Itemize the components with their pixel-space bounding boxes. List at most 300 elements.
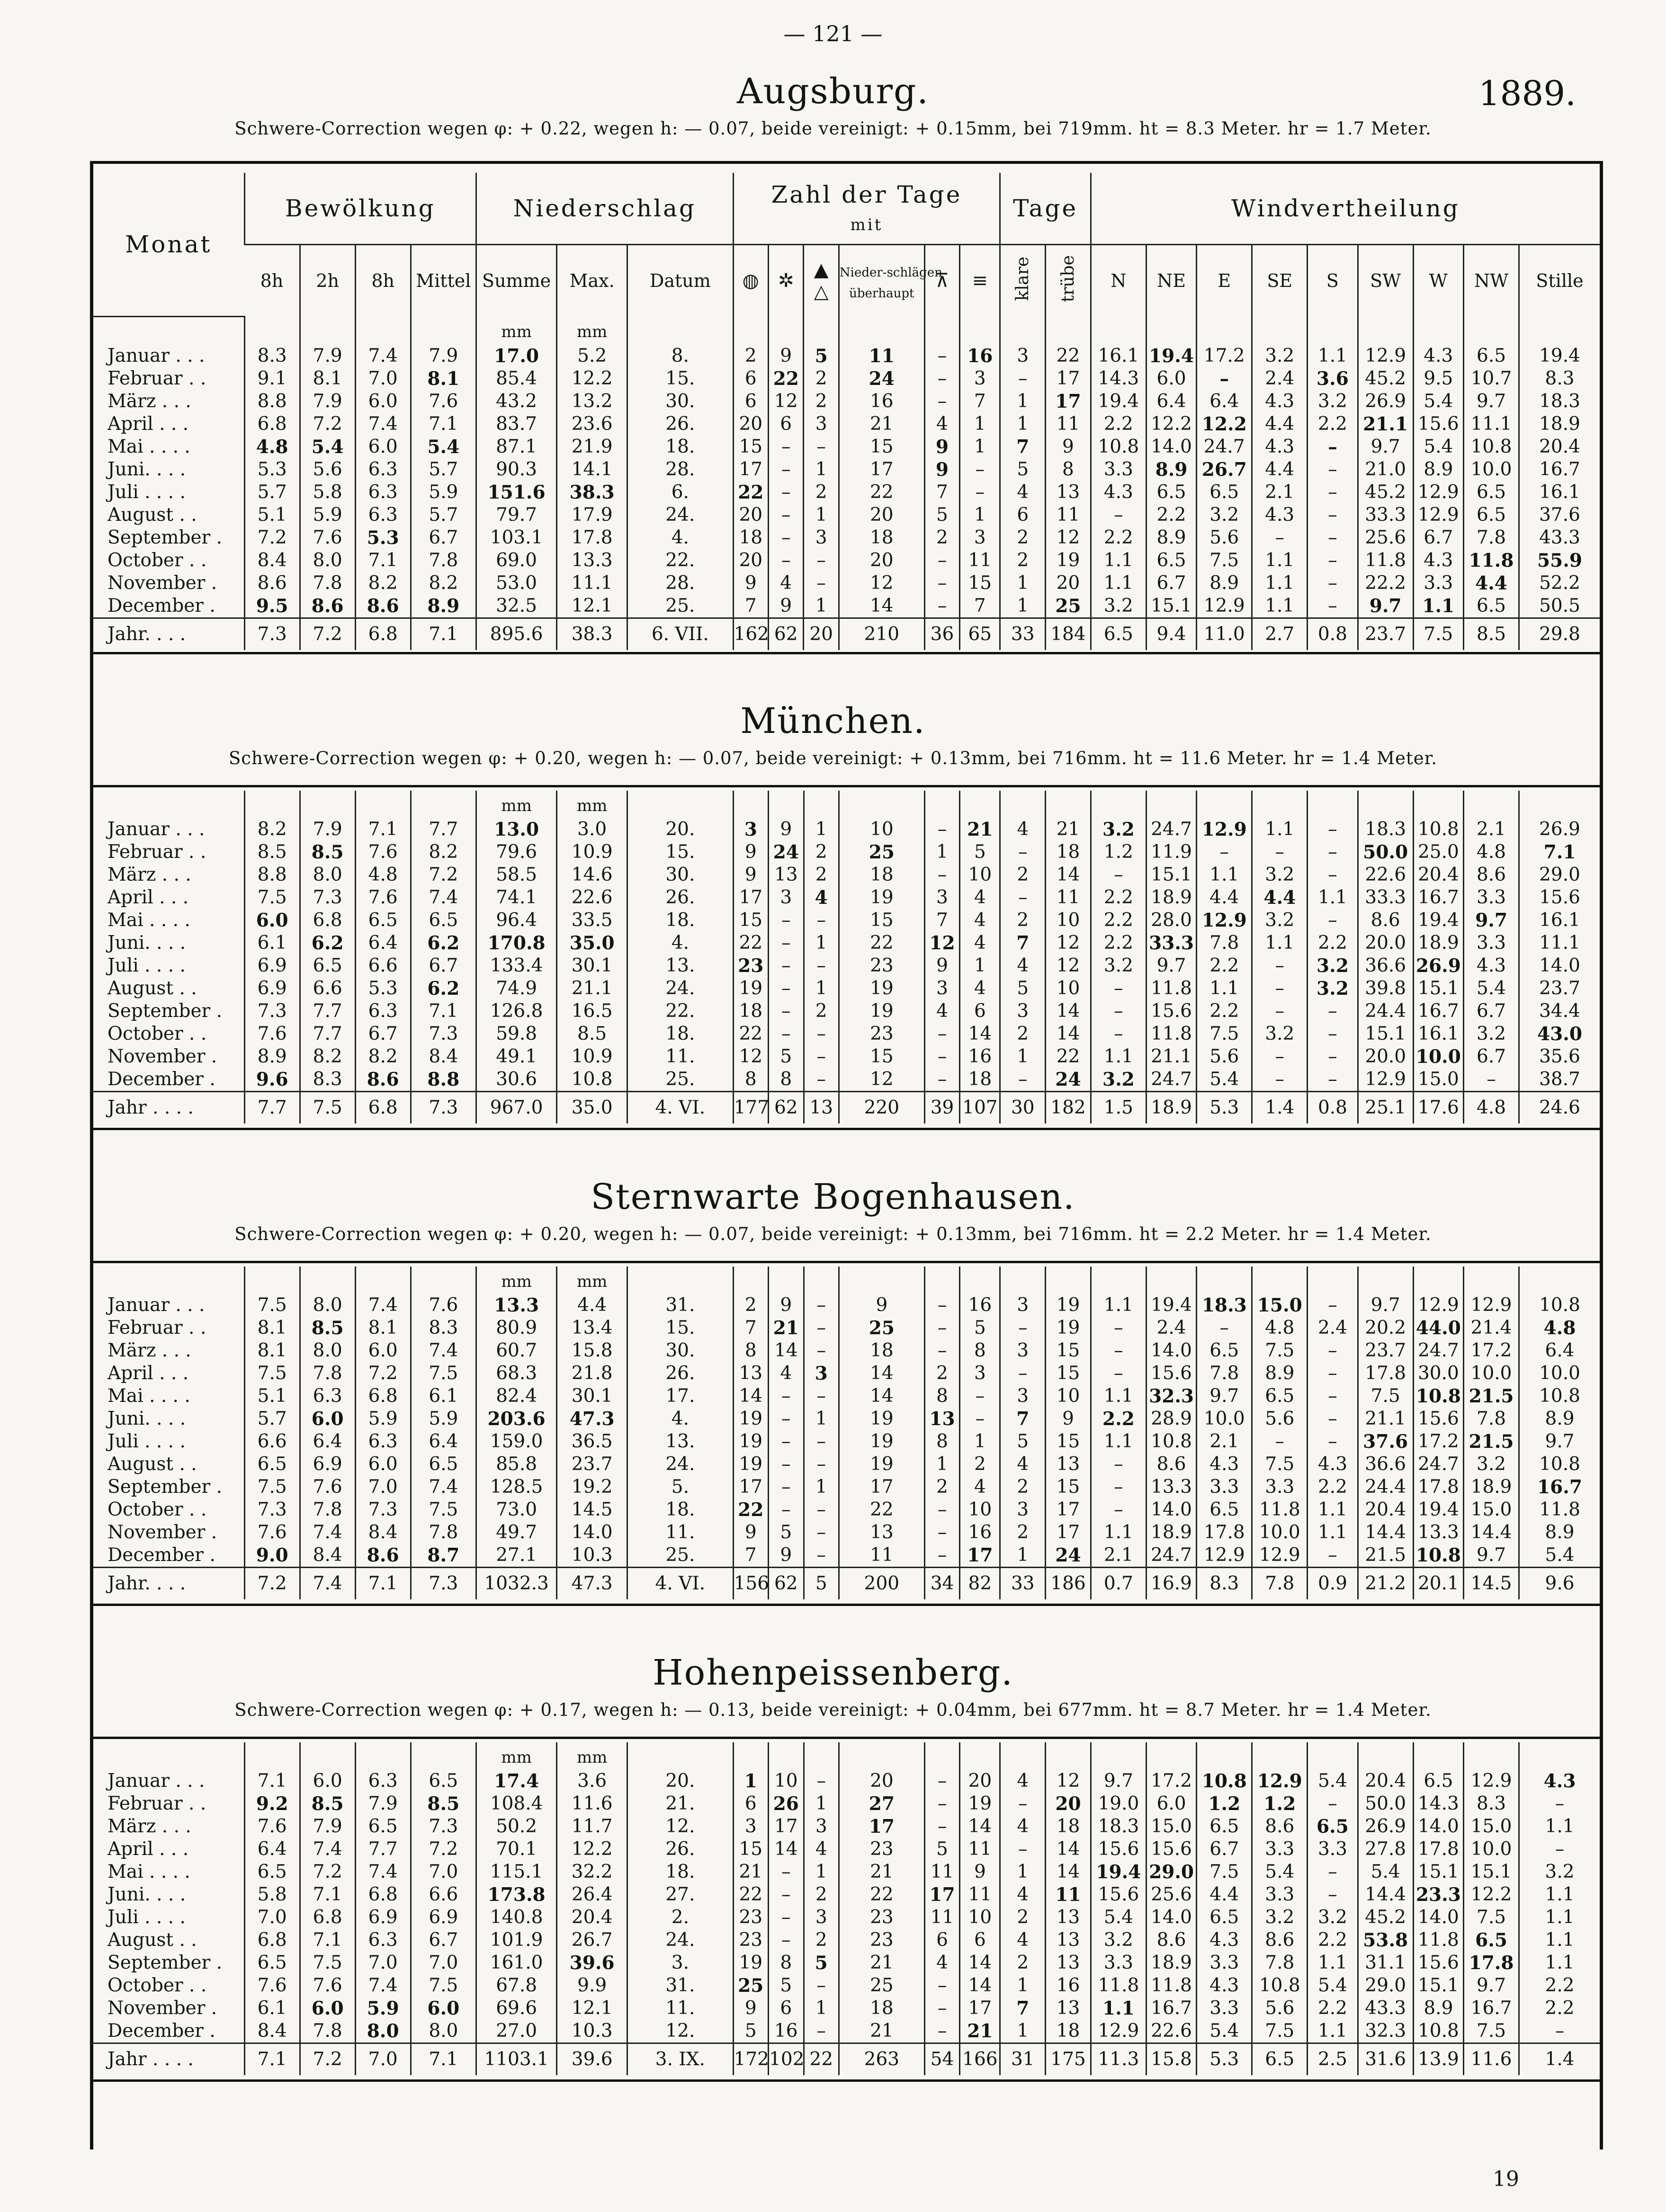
- data-cell: 15: [733, 909, 768, 932]
- data-cell: 18.9: [1413, 932, 1463, 954]
- data-cell: 10: [839, 818, 924, 841]
- data-cell: 60.7: [476, 1339, 557, 1362]
- footer-number: 19: [1493, 2167, 1519, 2191]
- header-niederschlag: Niederschlag: [476, 173, 733, 245]
- unit-cell: [355, 316, 411, 345]
- table-row: [93, 1453, 1600, 1476]
- data-cell: 9.5: [244, 595, 300, 618]
- data-cell: –: [924, 1815, 959, 1838]
- data-cell: 1: [1000, 1974, 1046, 1997]
- data-cell: 6.8: [355, 618, 411, 650]
- table-row: [93, 954, 1600, 977]
- data-cell: 2: [804, 864, 839, 886]
- data-cell: 8.2: [355, 572, 411, 595]
- data-cell: 8.6: [355, 1068, 411, 1092]
- data-cell: 15.1: [1413, 977, 1463, 1000]
- data-cell: 173.8: [476, 1883, 557, 1906]
- month-label: Mai . . . .: [107, 1861, 190, 1882]
- data-cell: –: [768, 504, 803, 526]
- data-cell: 11.8: [1091, 1974, 1146, 1997]
- data-cell: 3.3: [1197, 1997, 1252, 2020]
- data-cell: –: [804, 1453, 839, 1476]
- data-cell: 4: [1000, 1770, 1046, 1793]
- unit-cell: [1252, 1267, 1308, 1294]
- data-cell: 13: [839, 1521, 924, 1544]
- unit-cell: [1146, 316, 1196, 345]
- data-cell: 35.0: [557, 932, 627, 954]
- data-cell: 18.: [627, 436, 733, 458]
- station-title: München.: [740, 701, 926, 741]
- data-cell: 25: [733, 1974, 768, 1997]
- data-cell: 6.8: [300, 909, 355, 932]
- data-cell: 12.: [627, 1815, 733, 1838]
- data-cell: 10.8: [1413, 818, 1463, 841]
- data-cell: 7.7: [300, 1023, 355, 1045]
- data-cell: 22.6: [1358, 864, 1413, 886]
- data-cell: 17.2: [1464, 1339, 1519, 1362]
- data-cell: 159.0: [476, 1430, 557, 1453]
- data-cell: 1.2: [1197, 1793, 1252, 1815]
- data-cell: 12: [839, 572, 924, 595]
- data-cell: 15.6: [1146, 1838, 1196, 1861]
- data-cell: 4: [924, 1952, 959, 1974]
- data-cell: 2.5: [1308, 2043, 1358, 2076]
- data-cell: 6.5: [1308, 1815, 1358, 1838]
- data-cell: 9: [1046, 436, 1091, 458]
- table-row: [93, 1430, 1600, 1453]
- station-table: [93, 173, 1600, 650]
- month-label: April . . .: [107, 1838, 189, 1860]
- data-cell: 4.3: [1519, 1770, 1600, 1793]
- data-cell: 4.8: [1252, 1317, 1308, 1339]
- data-cell: 6.0: [1146, 367, 1196, 390]
- data-cell: 7.4: [355, 1294, 411, 1317]
- data-cell: 2.2: [1091, 909, 1146, 932]
- data-cell: 15.6: [1413, 1408, 1463, 1430]
- month-label: Juli . . . .: [107, 955, 186, 976]
- data-cell: 967.0: [476, 1092, 557, 1124]
- section-rule: [93, 2079, 1600, 2082]
- data-cell: 14.3: [1091, 367, 1146, 390]
- data-cell: 8.5: [300, 1317, 355, 1339]
- data-cell: 4: [960, 1476, 1000, 1498]
- data-cell: 26.9: [1358, 390, 1413, 413]
- data-cell: 4.3: [1464, 954, 1519, 977]
- data-cell: 9.6: [244, 1068, 300, 1092]
- unit-cell: [1358, 316, 1413, 345]
- data-cell: 15.1: [1413, 1861, 1463, 1883]
- data-cell: 1.1: [1091, 1997, 1146, 2020]
- data-cell: 2: [804, 1929, 839, 1952]
- data-cell: 11: [1046, 413, 1091, 436]
- data-cell: 47.3: [557, 1408, 627, 1430]
- unit-cell: [768, 316, 803, 345]
- data-cell: 24.: [627, 504, 733, 526]
- data-cell: 17: [1046, 367, 1091, 390]
- data-cell: 19: [733, 1430, 768, 1453]
- data-cell: 20: [733, 549, 768, 572]
- data-cell: 7: [733, 595, 768, 618]
- unit-cell: mm: [476, 1267, 557, 1294]
- data-cell: 6.7: [411, 1929, 476, 1952]
- data-cell: 30.1: [557, 954, 627, 977]
- data-cell: 16.5: [557, 1000, 627, 1023]
- data-cell: 31: [1000, 2043, 1046, 2076]
- data-cell: 3.2: [1091, 1068, 1146, 1092]
- data-cell: 22.: [627, 1000, 733, 1023]
- data-cell: –: [769, 909, 804, 932]
- data-cell: 29.0: [1519, 864, 1600, 886]
- data-cell: 13.3: [1413, 1521, 1463, 1544]
- data-cell: 21: [1046, 818, 1091, 841]
- snow-icon: ✲: [768, 245, 803, 317]
- data-cell: 7.5: [244, 1476, 300, 1498]
- data-cell: 32.5: [476, 595, 556, 618]
- data-cell: –: [1519, 2020, 1600, 2043]
- data-cell: 16.1: [1091, 345, 1146, 367]
- data-cell: 1: [1000, 595, 1046, 618]
- month-label: November .: [107, 1522, 217, 1543]
- data-cell: –: [1308, 1045, 1358, 1068]
- data-cell: 3.3: [1413, 572, 1463, 595]
- unit-cell: [1252, 316, 1308, 345]
- correction-line: Schwere-Correction wegen φ: + 0.17, wegen h: — 0.13, beide vereinigt: + 0.04mm, bei 677mm. ht = 8.7 Meter. hr = 1.4 Meter.: [234, 1700, 1432, 1720]
- month-label: August . .: [107, 1454, 197, 1475]
- data-cell: 13.3: [476, 1294, 557, 1317]
- data-cell: –: [1091, 1476, 1146, 1498]
- data-cell: –: [1252, 1000, 1308, 1023]
- data-cell: 15.0: [1146, 1815, 1196, 1838]
- data-cell: 5.3: [244, 458, 300, 481]
- data-cell: –: [960, 1385, 1000, 1408]
- data-cell: 11.6: [557, 1793, 627, 1815]
- data-cell: 13: [1046, 1453, 1091, 1476]
- data-cell: 10.0: [1252, 1521, 1308, 1544]
- data-cell: 6.5: [355, 909, 411, 932]
- data-cell: 15.6: [1413, 413, 1463, 436]
- data-cell: 7.3: [411, 1092, 476, 1124]
- data-cell: –: [1091, 504, 1146, 526]
- data-cell: 5.4: [411, 436, 476, 458]
- month-label: Februar . .: [107, 841, 206, 863]
- data-cell: 3: [1000, 1294, 1046, 1317]
- data-cell: –: [804, 1974, 839, 1997]
- data-cell: 29.8: [1519, 618, 1600, 650]
- data-cell: 17.8: [1464, 1952, 1519, 1974]
- data-cell: 24.4: [1358, 1476, 1413, 1498]
- data-cell: –: [1308, 458, 1358, 481]
- unit-cell: [1252, 791, 1308, 818]
- unit-cell: [733, 316, 768, 345]
- data-cell: 24.: [627, 977, 733, 1000]
- table-row: [93, 1521, 1600, 1544]
- data-cell: –: [769, 1906, 804, 1929]
- data-cell: 4: [924, 1000, 959, 1023]
- data-cell: 7.2: [411, 1838, 476, 1861]
- data-cell: 3.2: [1308, 1906, 1358, 1929]
- data-cell: 7.6: [244, 1815, 300, 1838]
- month-label: December .: [107, 1069, 215, 1090]
- header-wind-NE: NE: [1146, 245, 1196, 317]
- data-cell: 6: [1000, 504, 1046, 526]
- data-cell: 8.9: [1252, 1362, 1308, 1385]
- data-cell: 15.: [627, 367, 733, 390]
- data-cell: 10: [769, 1770, 804, 1793]
- data-cell: 5: [1000, 977, 1046, 1000]
- data-cell: 23: [839, 1929, 924, 1952]
- data-cell: 17.8: [1197, 1521, 1252, 1544]
- data-cell: 22: [839, 932, 924, 954]
- unit-cell: [93, 1267, 244, 1294]
- station-title: Augsburg.: [737, 71, 929, 112]
- data-cell: 18.3: [1197, 1294, 1252, 1317]
- data-cell: 6.3: [300, 1385, 355, 1408]
- data-cell: 33.3: [1146, 932, 1196, 954]
- data-cell: 37.6: [1358, 1430, 1413, 1453]
- data-cell: –: [1308, 481, 1358, 504]
- data-cell: 7.1: [355, 818, 411, 841]
- data-cell: 4.3: [1413, 345, 1463, 367]
- data-cell: 15.8: [1146, 2043, 1196, 2076]
- table-row: [93, 1544, 1600, 1568]
- data-cell: 5.3: [1197, 1092, 1252, 1124]
- data-cell: 3: [769, 886, 804, 909]
- unit-cell: mm: [557, 1267, 627, 1294]
- data-cell: 128.5: [476, 1476, 557, 1498]
- data-cell: 10.8: [1197, 1770, 1252, 1793]
- data-cell: 7.5: [244, 886, 300, 909]
- data-cell: 6.0: [244, 909, 300, 932]
- data-cell: 103.1: [476, 526, 556, 549]
- data-cell: 7.0: [355, 2043, 411, 2076]
- data-cell: 7.4: [300, 1568, 355, 1600]
- data-cell: 9.7: [1464, 390, 1519, 413]
- data-cell: 17: [924, 1883, 959, 1906]
- month-label: December .: [107, 2020, 215, 2042]
- data-cell: 7.4: [355, 1861, 411, 1883]
- data-cell: 15.6: [1413, 1952, 1463, 1974]
- data-cell: –: [924, 1997, 959, 2020]
- data-cell: 3.2: [1252, 909, 1308, 932]
- data-cell: 6.1: [244, 932, 300, 954]
- data-cell: –: [804, 1068, 839, 1092]
- data-cell: 7.5: [1358, 1385, 1413, 1408]
- data-cell: 8.8: [411, 1068, 476, 1092]
- data-cell: 24.6: [1519, 1092, 1600, 1124]
- year-total-row: [93, 1568, 1600, 1600]
- month-label: December .: [107, 595, 215, 616]
- data-cell: 9.7: [1464, 909, 1519, 932]
- data-cell: 3.: [627, 1952, 733, 1974]
- unit-cell: [924, 316, 959, 345]
- data-cell: 20.4: [1519, 436, 1600, 458]
- data-cell: 7.1: [411, 413, 476, 436]
- month-label: Juni. . . .: [107, 932, 186, 954]
- data-cell: 23: [839, 1906, 924, 1929]
- data-cell: 17.0: [476, 345, 556, 367]
- data-cell: 19.4: [1519, 345, 1600, 367]
- data-cell: 8.6: [1252, 1815, 1308, 1838]
- data-cell: 1.1: [1091, 549, 1146, 572]
- data-cell: 20.0: [1358, 1045, 1413, 1068]
- unit-cell: [769, 1742, 804, 1770]
- data-cell: –: [804, 1317, 839, 1339]
- data-cell: 7.6: [300, 526, 355, 549]
- year-total-row: [93, 2043, 1600, 2076]
- data-cell: 7.8: [300, 2020, 355, 2043]
- data-cell: 11.1: [557, 572, 627, 595]
- data-cell: 8.6: [1252, 1929, 1308, 1952]
- data-cell: 7.8: [411, 549, 476, 572]
- data-cell: 1.1: [1413, 595, 1463, 618]
- unit-cell: [300, 791, 355, 818]
- data-cell: 15: [1046, 1430, 1091, 1453]
- unit-cell: [924, 791, 959, 818]
- data-cell: 1: [804, 1793, 839, 1815]
- data-cell: 19: [839, 1408, 924, 1430]
- data-cell: 4: [1000, 1883, 1046, 1906]
- data-cell: 4.8: [355, 864, 411, 886]
- data-cell: 27.8: [1358, 1838, 1413, 1861]
- data-cell: 12.9: [1197, 595, 1252, 618]
- data-cell: 26.7: [557, 1929, 627, 1952]
- data-cell: 3: [924, 977, 959, 1000]
- data-cell: 7.8: [1464, 1408, 1519, 1430]
- data-cell: 18.9: [1464, 1476, 1519, 1498]
- data-cell: –: [769, 1929, 804, 1952]
- data-cell: 4.4: [1252, 886, 1308, 909]
- month-label: September .: [107, 1000, 222, 1022]
- data-cell: 8: [769, 1952, 804, 1974]
- data-cell: 1.2: [1091, 841, 1146, 864]
- data-cell: 19: [839, 977, 924, 1000]
- data-cell: 26.4: [557, 1883, 627, 1906]
- data-cell: 6.3: [355, 504, 411, 526]
- data-cell: 14.0: [1146, 436, 1196, 458]
- data-cell: 15: [1046, 1339, 1091, 1362]
- data-cell: 6.4: [355, 932, 411, 954]
- data-cell: 24.: [627, 1929, 733, 1952]
- data-cell: 14: [960, 1815, 1000, 1838]
- data-cell: 8.: [627, 345, 733, 367]
- data-cell: 25.6: [1358, 526, 1413, 549]
- unit-cell: mm: [476, 791, 557, 818]
- data-cell: 33.5: [557, 909, 627, 932]
- unit-cell: [1519, 1742, 1600, 1770]
- data-cell: 8.0: [355, 2020, 411, 2043]
- data-cell: 39.6: [557, 2043, 627, 2076]
- data-cell: 5.9: [300, 504, 355, 526]
- data-cell: 101.9: [476, 1929, 557, 1952]
- header-wind-SE: SE: [1252, 245, 1308, 317]
- data-cell: 19.4: [1413, 1498, 1463, 1521]
- data-cell: 1: [960, 1430, 1000, 1453]
- data-cell: 1.4: [1252, 1092, 1308, 1124]
- data-cell: 1.1: [1252, 595, 1308, 618]
- data-cell: 27: [839, 1793, 924, 1815]
- table-row: [93, 1317, 1600, 1339]
- data-cell: 6. VII.: [627, 618, 733, 650]
- data-cell: 21.8: [557, 1362, 627, 1385]
- data-cell: 23.6: [557, 413, 627, 436]
- data-cell: 10: [1046, 1385, 1091, 1408]
- data-cell: 1: [1000, 1544, 1046, 1568]
- data-cell: –: [1464, 1068, 1519, 1092]
- unit-cell: [1046, 1267, 1091, 1294]
- data-cell: –: [1000, 367, 1046, 390]
- data-cell: 7.0: [411, 1861, 476, 1883]
- unit-cell: [1464, 1742, 1519, 1770]
- data-cell: 24: [1046, 1068, 1091, 1092]
- data-cell: 25.0: [1413, 841, 1463, 864]
- header-bew-2: 8h: [355, 245, 411, 317]
- data-cell: 3.3: [1464, 886, 1519, 909]
- data-cell: 16.7: [1519, 458, 1600, 481]
- data-cell: 7.7: [244, 1092, 300, 1124]
- data-cell: 21: [839, 413, 924, 436]
- month-label: April . . .: [107, 413, 189, 435]
- data-cell: 6.5: [1464, 345, 1519, 367]
- data-cell: 0.8: [1308, 1092, 1358, 1124]
- data-cell: 4.3: [1197, 1974, 1252, 1997]
- data-cell: 6.5: [300, 954, 355, 977]
- data-cell: 11: [1046, 504, 1091, 526]
- month-label: März . . .: [107, 390, 191, 412]
- unit-cell: [1413, 1742, 1463, 1770]
- data-cell: 24.4: [1358, 1000, 1413, 1023]
- data-cell: 17: [839, 1815, 924, 1838]
- data-cell: 19.4: [1146, 345, 1196, 367]
- data-cell: 14.4: [1464, 1521, 1519, 1544]
- data-cell: 53.8: [1358, 1929, 1413, 1952]
- data-cell: 5.9: [355, 1408, 411, 1430]
- month-label: September .: [107, 526, 222, 548]
- data-cell: 1.1: [1091, 1045, 1146, 1068]
- data-cell: –: [1308, 1793, 1358, 1815]
- data-cell: 12.9: [1252, 1544, 1308, 1568]
- month-label: December .: [107, 1544, 215, 1566]
- data-cell: 20: [1046, 572, 1091, 595]
- data-cell: 15.0: [1464, 1815, 1519, 1838]
- data-cell: 10.8: [557, 1068, 627, 1092]
- data-cell: 18: [1046, 841, 1091, 864]
- data-cell: 170.8: [476, 932, 557, 954]
- data-cell: 12.: [627, 2020, 733, 2043]
- data-cell: 19.4: [1091, 1861, 1146, 1883]
- data-cell: 2.2: [1091, 526, 1146, 549]
- data-cell: –: [804, 549, 839, 572]
- data-cell: 6.8: [244, 1929, 300, 1952]
- data-cell: 166: [960, 2043, 1000, 2076]
- data-cell: 6.0: [355, 390, 411, 413]
- data-cell: 15.0: [1252, 1294, 1308, 1317]
- data-cell: 58.5: [476, 864, 557, 886]
- data-cell: 6.5: [411, 909, 476, 932]
- data-cell: 6.5: [1146, 481, 1196, 504]
- data-cell: 18: [733, 526, 768, 549]
- data-cell: 74.1: [476, 886, 557, 909]
- data-cell: 2.4: [1308, 1317, 1358, 1339]
- data-cell: 11.8: [1252, 1498, 1308, 1521]
- data-cell: –: [1308, 1000, 1358, 1023]
- data-cell: 14: [1046, 1838, 1091, 1861]
- data-cell: 3.2: [1197, 504, 1252, 526]
- data-cell: 6.5: [1197, 1815, 1252, 1838]
- data-cell: 8.3: [244, 345, 300, 367]
- data-cell: 4: [960, 932, 1000, 954]
- data-cell: 13.0: [476, 818, 557, 841]
- data-cell: 7: [960, 390, 1000, 413]
